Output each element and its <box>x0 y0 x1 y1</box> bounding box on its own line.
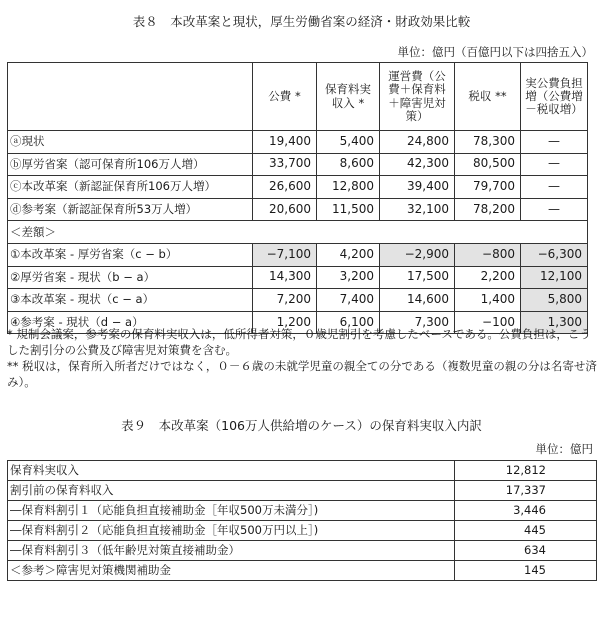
cell: 1,400 <box>455 289 521 312</box>
cell: 3,200 <box>317 266 380 289</box>
table-row <box>8 461 597 481</box>
section-row <box>8 221 588 244</box>
cell: 6,100 <box>317 311 380 334</box>
header-net-public-burden: 実公費負担増（公費増－税収増） <box>521 63 588 131</box>
row-label: ⓓ参考案（新認証保育所53万人増） <box>8 198 253 221</box>
table-header-row <box>8 63 588 131</box>
table8-notes <box>7 326 597 390</box>
row-label: ②厚労省案 - 現状（b − a） <box>8 266 253 289</box>
cell: −800 <box>455 243 521 266</box>
cell: 11,500 <box>317 198 380 221</box>
cell: — <box>521 131 588 154</box>
cell: 4,200 <box>317 243 380 266</box>
cell: 78,200 <box>455 198 521 221</box>
cell: 39,400 <box>380 176 455 199</box>
cell: 12,100 <box>521 266 588 289</box>
header-fee-revenue: 保育料実収入 * <box>317 63 380 131</box>
header-corner <box>8 63 253 131</box>
cell: 8,600 <box>317 153 380 176</box>
cell: — <box>521 198 588 221</box>
cell: −2,900 <box>380 243 455 266</box>
cell: 7,200 <box>253 289 317 312</box>
fee-revenue-breakdown-table <box>7 460 597 581</box>
cell: −100 <box>455 311 521 334</box>
cell: 78,300 <box>455 131 521 154</box>
cell: 445 <box>455 521 597 541</box>
cell: 14,600 <box>380 289 455 312</box>
row-label: ①本改革案 - 厚労省案（c − b） <box>8 243 253 266</box>
row-label: ⓒ本改革案（新認証保育所106万人増） <box>8 176 253 199</box>
row-label: ―保育料割引３（低年齢児対策直接補助金） <box>8 541 455 561</box>
cell: 145 <box>455 561 597 581</box>
cell: 20,600 <box>253 198 317 221</box>
row-label: ⓑ厚労省案（認可保育所106万人増） <box>8 153 253 176</box>
table9-title: 表９ 本改革案（106万人供給増のケース）の保育料実収入内訳 <box>121 418 482 433</box>
economic-effect-table <box>7 62 588 334</box>
note-tax-revenue: ** 税収は，保育所入所者だけではなく，０－６歳の未就学児童の親全ての分である（複数児童の親の分は名寄せ済み）。 <box>7 359 597 389</box>
cell: 12,812 <box>455 461 597 481</box>
cell: 17,337 <box>455 481 597 501</box>
cell: 7,300 <box>380 311 455 334</box>
cell: −6,300 <box>521 243 588 266</box>
cell: 2,200 <box>455 266 521 289</box>
row-label: ④参考案 - 現状（d − a） <box>8 311 253 334</box>
header-tax-revenue: 税収 ** <box>455 63 521 131</box>
cell: 79,700 <box>455 176 521 199</box>
table8-unit: 単位：億円（百億円以下は四捨五入） <box>397 45 593 59</box>
row-label: ―保育料割引２（応能負担直接補助金［年収500万円以上］) <box>8 521 455 541</box>
cell: 19,400 <box>253 131 317 154</box>
cell: 14,300 <box>253 266 317 289</box>
row-label: 割引前の保育料収入 <box>8 481 455 501</box>
cell: 24,800 <box>380 131 455 154</box>
cell: 5,400 <box>317 131 380 154</box>
table-row <box>8 541 597 561</box>
table-row <box>8 289 588 312</box>
row-label: ③本改革案 - 現状（c − a） <box>8 289 253 312</box>
table-row <box>8 153 588 176</box>
cell: 5,800 <box>521 289 588 312</box>
header-operating-cost: 運営費（公費＋保育料＋障害児対策） <box>380 63 455 131</box>
cell: −7,100 <box>253 243 317 266</box>
cell: 7,400 <box>317 289 380 312</box>
cell: 80,500 <box>455 153 521 176</box>
cell: — <box>521 153 588 176</box>
row-label: ―保育料割引１（応能負担直接補助金［年収500万未満分］) <box>8 501 455 521</box>
row-label: 保育料実収入 <box>8 461 455 481</box>
note-public-cost: * 規制会議案，参考案の保育料実収入は，低所得者対策，０歳児割引を考慮したベースである。公費負担は，こうした割引分の公費及び障害児対策費を含む。 <box>7 327 591 357</box>
cell: — <box>521 176 588 199</box>
cell: 1,200 <box>253 311 317 334</box>
cell: 33,700 <box>253 153 317 176</box>
table8-title: 表８ 本改革案と現状，厚生労働省案の経済・財政効果比較 <box>132 14 471 29</box>
table-row <box>8 198 588 221</box>
cell: 12,800 <box>317 176 380 199</box>
cell: 26,600 <box>253 176 317 199</box>
table9-unit: 単位：億円 <box>535 442 593 456</box>
row-label: ＜参考＞障害児対策機関補助金 <box>8 561 455 581</box>
table-row <box>8 481 597 501</box>
table-row <box>8 176 588 199</box>
cell: 32,100 <box>380 198 455 221</box>
cell: 3,446 <box>455 501 597 521</box>
table-row <box>8 266 588 289</box>
table-row <box>8 243 588 266</box>
cell: 634 <box>455 541 597 561</box>
table-row <box>8 131 588 154</box>
table-row <box>8 561 597 581</box>
cell: 17,500 <box>380 266 455 289</box>
cell: 1,300 <box>521 311 588 334</box>
cell: 42,300 <box>380 153 455 176</box>
header-public-cost: 公費 * <box>253 63 317 131</box>
row-label: ⓐ現状 <box>8 131 253 154</box>
table-row <box>8 501 597 521</box>
table-row <box>8 521 597 541</box>
section-label: ＜差額＞ <box>8 221 588 244</box>
